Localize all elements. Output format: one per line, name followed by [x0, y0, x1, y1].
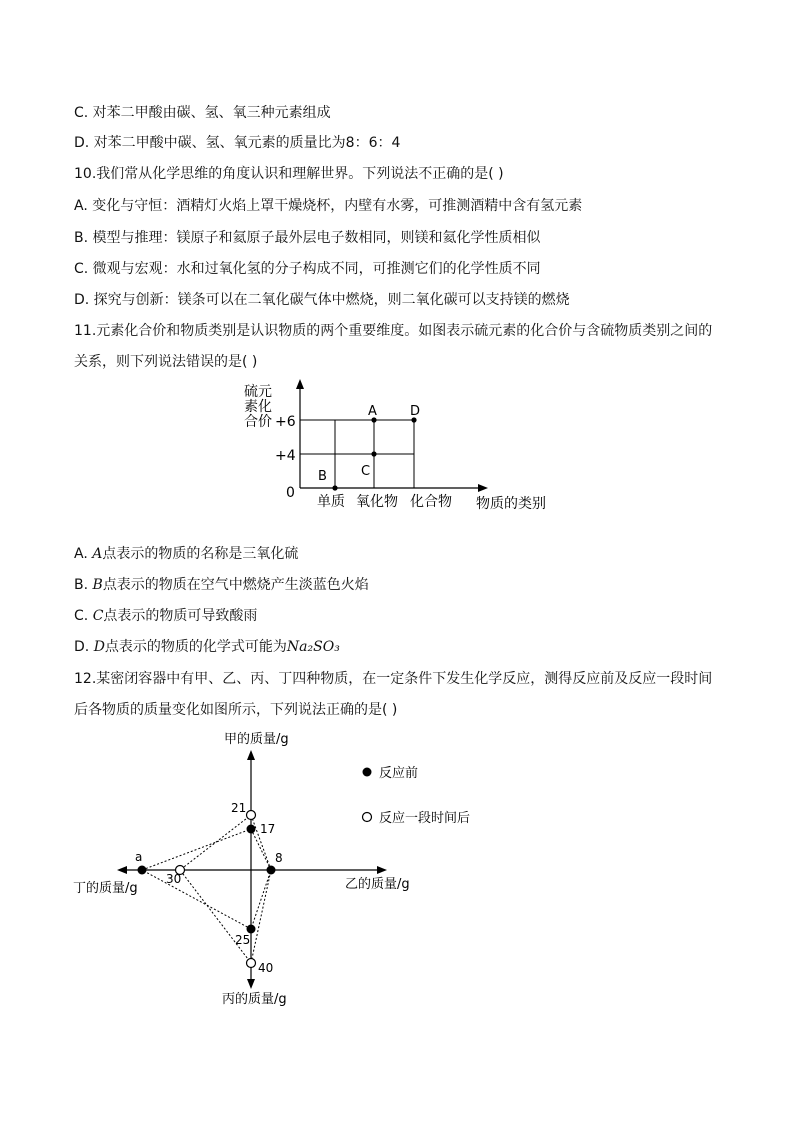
q11-option-d-text: 点表示的物质的化学式可能为 [104, 639, 287, 655]
top-arrow [247, 750, 255, 760]
point-d-label: D [410, 404, 421, 419]
legend-after: 反应一段时间后 [379, 811, 471, 826]
q11-option-d-formula: Na₂SO₃ [286, 639, 340, 655]
yi-value: 8 [275, 851, 283, 865]
q11-stem-line1: 11.元素化合价和物质类别是认识物质的两个重要维度。如图表示硫元素的化合价与含硫物质类别之间的 [74, 323, 713, 339]
y-label-line2: 素化 [244, 399, 272, 415]
q9-option-c: C. 对苯二甲酸由碳、氢、氧三种元素组成 [74, 105, 331, 121]
bing-after-value: 40 [258, 961, 274, 975]
q11-option-d-prefix: D. [74, 639, 94, 655]
q11-option-a-var: A [92, 546, 103, 562]
q11-option-c-text: 点表示的物质可导致酸雨 [103, 608, 258, 624]
ding-before-value: a [135, 850, 143, 864]
q11-stem-line2: 关系，则下列说法错误的是( ) [74, 354, 258, 370]
q10-option-d: D. 探究与创新：镁条可以在二氧化碳气体中燃烧，则二氧化碳可以支持镁的燃烧 [74, 292, 570, 308]
bing-before-value: 25 [235, 933, 251, 947]
q10-option-a: A. 变化与守恒：酒精灯火焰上罩干燥烧杯，内壁有水雾，可推测酒精中含有氢元素 [74, 198, 583, 214]
q10-option-c: C. 微观与宏观：水和过氧化氢的分子构成不同，可推测它们的化学性质不同 [74, 261, 541, 277]
q11-option-b-prefix: B. [74, 577, 93, 593]
q11-option-b-var: B [92, 577, 103, 593]
q11-option-d-var: D [93, 639, 105, 655]
jia-before-value: 17 [260, 822, 276, 836]
jia-before-point [247, 825, 256, 834]
q11-option-a-text: 点表示的物质的名称是三氧化硫 [102, 546, 299, 562]
legend-before: 反应前 [379, 766, 419, 781]
axis-label-bing: 丙的质量/g [222, 992, 287, 1007]
q9-option-d: D. 对苯二甲酸中碳、氢、氧元素的质量比为8：6：4 [74, 135, 401, 151]
legend-filled-dot [363, 768, 372, 777]
point-c-label: C [361, 464, 371, 479]
y-label-line1: 硫元 [244, 384, 272, 400]
axis-label-ding: 丁的质量/g [73, 881, 138, 896]
q10-option-b: B. 模型与推理：镁原子和氦原子最外层电子数相同，则镁和氦化学性质相似 [74, 230, 541, 246]
bottom-arrow [247, 979, 255, 989]
jia-after-point [247, 811, 256, 820]
bing-after-point [247, 959, 256, 968]
category-compound: 化合物 [410, 494, 452, 510]
after-quadrilateral [180, 815, 271, 963]
axis-label-yi: 乙的质量/g [345, 877, 410, 892]
left-arrow [117, 866, 127, 874]
x-axis-label: 物质的类别 [476, 496, 546, 512]
right-arrow [377, 866, 387, 874]
category-element: 单质 [317, 494, 345, 510]
mass-axes [117, 750, 387, 989]
yi-point [267, 866, 276, 875]
q10-stem: 10.我们常从化学思维的角度认识和理解世界。下列说法不正确的是( ) [74, 166, 504, 182]
point-b-label: B [318, 469, 327, 484]
ding-before-point [138, 866, 147, 875]
legend-hollow-dot [363, 813, 372, 822]
q12-stem-line1: 12.某密闭容器中有甲、乙、丙、丁四种物质，在一定条件下发生化学反应，测得反应前及反应一段时间 [74, 671, 713, 687]
q11-option-a-prefix: A. [74, 546, 93, 562]
point-a-label: A [368, 404, 377, 419]
category-oxide: 氧化物 [356, 494, 398, 510]
jia-after-value: 21 [231, 801, 247, 815]
q11-option-c-var: C [92, 608, 104, 624]
y-label-line3: 合价 [244, 414, 272, 430]
q12-stem-line2: 后各物质的质量变化如图所示，下列说法正确的是( ) [74, 702, 398, 718]
ding-after-value: 30 [166, 872, 182, 886]
q11-option-b-text: 点表示的物质在空气中燃烧产生淡蓝色火焰 [102, 577, 369, 593]
tick-plus6: +6 [275, 414, 296, 430]
tick-plus4: +4 [275, 448, 296, 464]
before-quadrilateral [142, 829, 271, 929]
dotted-connectors [142, 815, 271, 963]
tick-zero: 0 [286, 485, 295, 501]
axis-label-jia: 甲的质量/g [224, 732, 289, 747]
q11-option-c-prefix: C. [74, 608, 93, 624]
